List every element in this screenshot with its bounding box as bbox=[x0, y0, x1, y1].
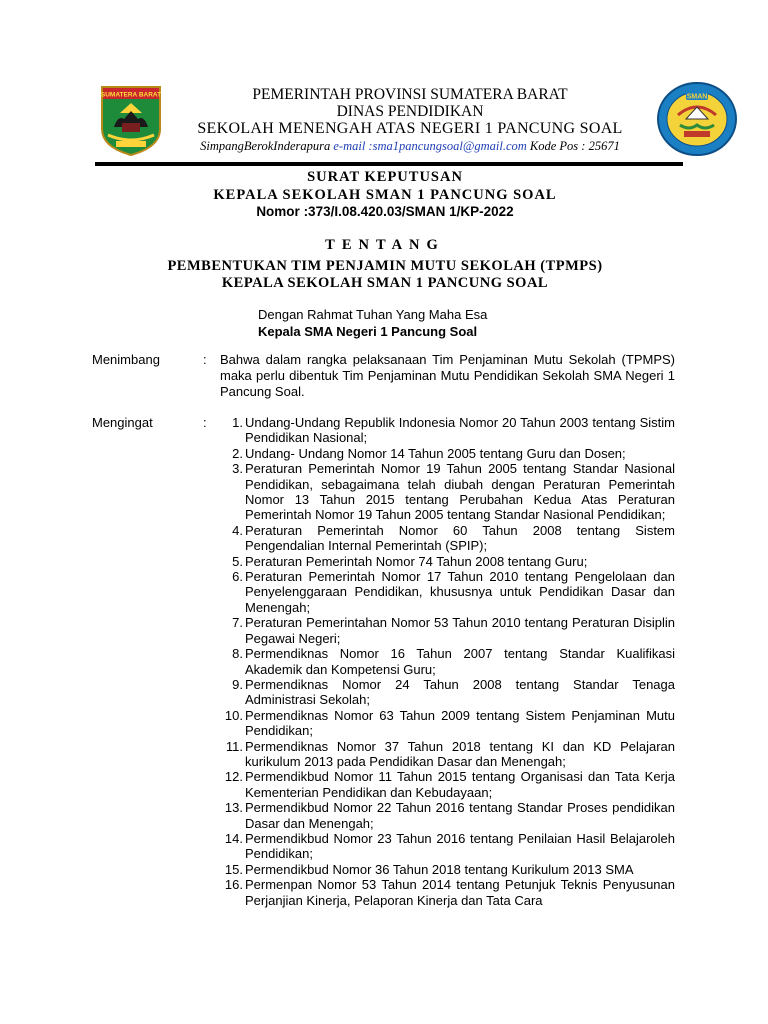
list-item-number: 2. bbox=[232, 445, 243, 461]
list-item-number: 16. bbox=[224, 877, 243, 893]
list-item-text: Permendiknas Nomor 37 Tahun 2018 tentang KI dan KD Pelajaran kurikulum 2013 pada Pendidikan Dasar dan Menengah; bbox=[245, 738, 675, 769]
invocation-line: Dengan Rahmat Tuhan Yang Maha Esa bbox=[258, 307, 488, 322]
list-item-text: Undang-Undang Republik Indonesia Nomor 20 Tahun 2003 tentang Sistim Pendidikan Nasional; bbox=[245, 415, 675, 446]
government-name: PEMERINTAH PROVINSI SUMATERA BARAT bbox=[252, 86, 568, 103]
list-item bbox=[216, 523, 675, 554]
list-item-text: Permenpan Nomor 53 Tahun 2014 tentang Petunjuk Teknis Penyusunan Perjanjian Kinerja, Pelaporan Kinerja dan Tata Cara bbox=[245, 877, 675, 908]
school-emblem-icon bbox=[656, 81, 738, 157]
mengingat-label: Mengingat bbox=[92, 415, 153, 430]
list-item-number: 13. bbox=[224, 800, 243, 816]
list-item bbox=[216, 615, 675, 646]
list-item-text: Permendiknas Nomor 16 Tahun 2007 tentang Standar Kualifikasi Akademik dan Kompetensi Guru; bbox=[245, 646, 675, 677]
svg-text:SMAN: SMAN bbox=[686, 93, 708, 101]
address-postcode: Kode Pos : 25671 bbox=[529, 139, 620, 153]
decree-title-line2: KEPALA SEKOLAH SMAN 1 PANCUNG SOAL bbox=[213, 187, 557, 203]
mengingat-list bbox=[216, 415, 675, 908]
letterhead-divider bbox=[95, 162, 683, 166]
invocation bbox=[258, 306, 487, 340]
list-item-number: 1. bbox=[232, 415, 243, 430]
list-item bbox=[216, 677, 675, 708]
sumatera-barat-emblem-icon bbox=[98, 85, 164, 157]
list-item-text: Permendikbud Nomor 11 Tahun 2015 tentang Organisasi dan Tata Kerja Kementerian Pendidikan dan Kebudayaan; bbox=[245, 769, 675, 800]
list-item-number: 14. bbox=[224, 830, 243, 846]
list-item bbox=[216, 569, 675, 615]
address-street: SimpangBerokInderapura bbox=[200, 139, 331, 153]
list-item-number: 4. bbox=[232, 522, 243, 538]
list-item bbox=[216, 446, 675, 461]
list-item bbox=[216, 415, 675, 446]
list-item-text: Peraturan Pemerintah Nomor 74 Tahun 2008 tentang Guru; bbox=[245, 553, 588, 569]
list-item-number: 9. bbox=[232, 676, 243, 692]
list-item-text: Peraturan Pemerintahan Nomor 53 Tahun 2010 tentang Peraturan Disiplin Pegawai Negeri; bbox=[245, 615, 675, 646]
decree-subject-line2: KEPALA SEKOLAH SMAN 1 PANCUNG SOAL bbox=[221, 275, 549, 291]
decree-title-line1: SURAT KEPUTUSAN bbox=[307, 169, 463, 185]
list-item bbox=[216, 739, 675, 770]
school-address bbox=[160, 138, 660, 155]
tentang-heading: TENTANG bbox=[325, 237, 445, 253]
list-item bbox=[216, 862, 675, 877]
issuer-line: Kepala SMA Negeri 1 Pancung Soal bbox=[258, 324, 478, 339]
mengingat-colon: : bbox=[203, 415, 207, 430]
list-item-text: Permendikbud Nomor 23 Tahun 2016 tentang Penilaian Hasil Belajaroleh Pendidikan; bbox=[245, 830, 675, 862]
list-item bbox=[216, 800, 675, 831]
list-item bbox=[216, 769, 675, 800]
svg-text:SUMATERA BARAT: SUMATERA BARAT bbox=[100, 91, 162, 99]
menimbang-text: Bahwa dalam rangka pelaksanaan Tim Penjaminan Mutu Sekolah (TPMPS) maka perlu dibentuk Tim Penjaminan Mutu Pendidikan Sekolah SMA Negeri 1 Pancung Soal. bbox=[220, 352, 675, 399]
list-item-text: Peraturan Pemerintah Nomor 17 Tahun 2010 tentang Pengelolaan dan Penyelenggaraan Pendidikan, khususnya untuk Pendidikan Dasar dan Menengah; bbox=[245, 569, 675, 615]
list-item bbox=[216, 708, 675, 739]
list-item-text: Permendikbud Nomor 36 Tahun 2018 tentang Kurikulum 2013 SMA bbox=[245, 861, 634, 877]
list-item-text: Permendikbud Nomor 22 Tahun 2016 tentang Standar Proses pendidikan Dasar dan Menengah; bbox=[245, 800, 675, 831]
list-item-text: Undang- Undang Nomor 14 Tahun 2005 tentang Guru dan Dosen; bbox=[245, 445, 626, 461]
decree-subject bbox=[90, 258, 680, 292]
list-item-text: Peraturan Pemerintah Nomor 19 Tahun 2005 tentang Standar Nasional Pendidikan, sebagaimana telah diubah dengan Peraturan Pemerintah Nomor 13 Tahun 2015 tentang Perubahan Kedua Atas Peraturan Pemerintah Nomor 19 Tahun 2005 tentang Standar Nasional Pendidikan; bbox=[245, 461, 675, 523]
list-item-text: Peraturan Pemerintah Nomor 60 Tahun 2008 tentang Sistem Pengendalian Internal Pemerintah (SPIP); bbox=[245, 522, 675, 554]
list-item-number: 15. bbox=[224, 861, 243, 877]
list-item-text: Permendiknas Nomor 24 Tahun 2008 tentang Standar Tenaga Administrasi Sekolah; bbox=[245, 676, 675, 708]
school-name: SEKOLAH MENENGAH ATAS NEGERI 1 PANCUNG SOAL bbox=[197, 120, 623, 137]
agency-name: DINAS PENDIDIKAN bbox=[336, 103, 484, 120]
list-item-number: 7. bbox=[232, 615, 243, 631]
list-item-number: 8. bbox=[232, 646, 243, 662]
menimbang-label: Menimbang bbox=[92, 352, 160, 367]
list-item-number: 12. bbox=[224, 769, 243, 785]
list-item-text: Permendiknas Nomor 63 Tahun 2009 tentang Sistem Penjaminan Mutu Pendidikan; bbox=[245, 707, 675, 739]
letterhead bbox=[160, 86, 660, 155]
list-item bbox=[216, 646, 675, 677]
list-item-number: 3. bbox=[232, 461, 243, 477]
list-item-number: 11. bbox=[225, 738, 243, 754]
list-item-number: 10. bbox=[224, 707, 243, 723]
decree-title bbox=[90, 168, 680, 204]
list-item bbox=[216, 877, 675, 908]
decree-subject-line1: PEMBENTUKAN TIM PENJAMIN MUTU SEKOLAH (TPMPS) bbox=[167, 258, 603, 274]
list-item bbox=[216, 461, 675, 523]
list-item bbox=[216, 831, 675, 862]
address-email[interactable]: e-mail :sma1pancungsoal@gmail.com bbox=[333, 139, 527, 153]
list-item-number: 6. bbox=[232, 569, 243, 585]
list-item bbox=[216, 554, 675, 569]
decree-number: Nomor :373/I.08.420.03/SMAN 1/KP-2022 bbox=[256, 204, 514, 219]
list-item-number: 5. bbox=[232, 553, 243, 569]
menimbang-colon: : bbox=[203, 352, 207, 367]
